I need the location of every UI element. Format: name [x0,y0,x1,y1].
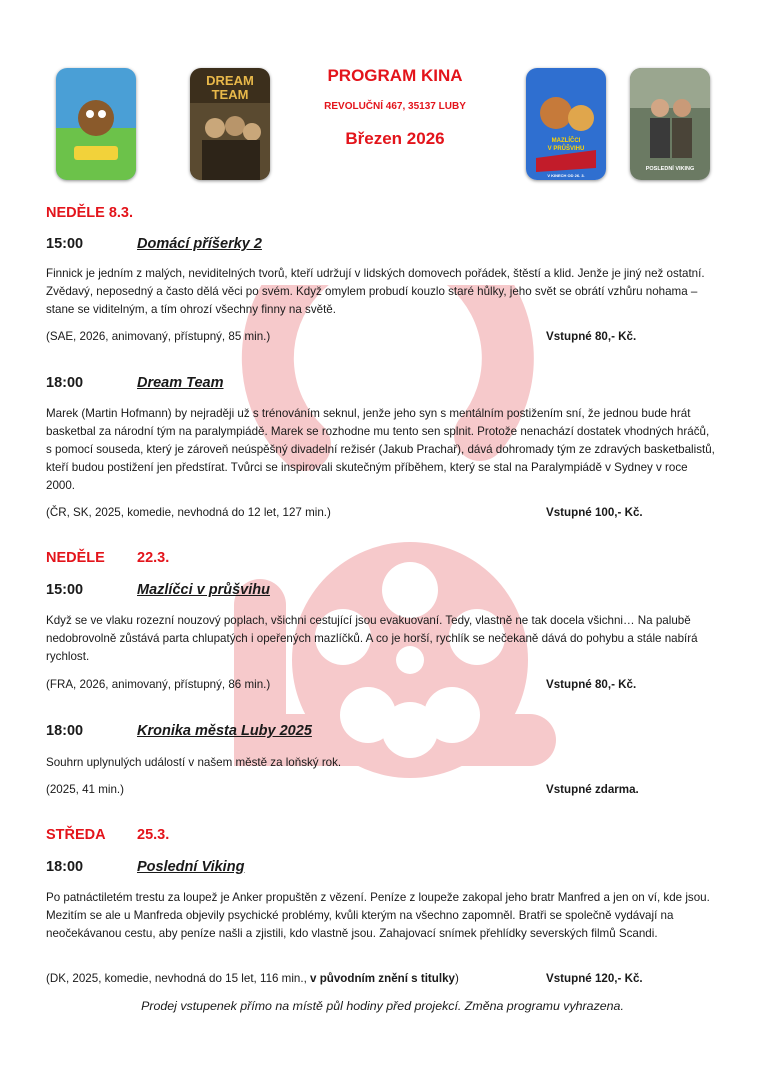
movie-title[interactable]: Kronika města Luby 2025 [137,723,312,739]
movie-time: 18:00 [46,723,84,739]
cinema-address: REVOLUČNÍ 467, 35137 LUBY [324,101,466,112]
day-label: NEDĚLE 8.3. [46,205,134,221]
cinema-logo-watermark [200,285,580,785]
day-date: 22.3. [137,550,170,566]
day-date: 25.3. [137,827,170,843]
movie-info: (ČR, SK, 2025, komedie, nevhodná do 12 let, 127 min.) [46,506,331,519]
movie-info-text: (DK, 2025, komedie, nevhodná do 15 let, 116 min., [46,972,311,985]
day-heading [46,205,133,221]
movie-time: 18:00 [46,859,84,875]
movie-info [46,972,459,985]
movie-price: Vstupné 80,- Kč. [546,330,637,343]
movie-time: 15:00 [46,236,84,252]
poster-dream-team-line-2: TEAM [211,87,249,102]
poster-posledni-viking [630,68,710,180]
movie-description: Finnick je jedním z malých, neviditelných tvorů, kteří udržují v lidských domovech pořádek, štěstí a klid. Jenže je jiný než ostatní. Zvědavý, neposedný a často dělá věci po svém. Když omylem probudí kouzlo staré hůlky, jeho svět se obrátí vzhůru nohama – stane se viditelným, a tím ohrozí všechny finny na světě. [46,267,705,316]
poster-dream-team-line-1: DREAM [206,73,254,88]
movie-description: Když se ve vlaku rozezní nouzový poplach, všichni cestující jsou evakuovaní. Tedy, vlastně ne tak docela všichni… Na palubě nedobrovolně zůstává parta chlupatých i opeřených mazlíčků. A co je horší, rychlík se nečekaně dává do pohybu a stále nabírá rychlost. [46,614,698,663]
movie-description: Po patnáctiletém trestu za loupež je Anker propuštěn z vězení. Peníze z loupeže zakopal jeho bratr Manfred a jen on ví, kde jsou. Mezitím se ale u Manfreda objevily psychické problémy, kvůli kterým na všechno zapomněl. Bratři se společně vydávají na neočekávanou cestu, aby peníze našli a zjistili, kdo vlastně jsou. Zahajovací snímek přehlídky severských filmů Scandi. [46,891,710,940]
poster-dream-team [190,68,270,180]
poster-posledni-viking-title: POSLEDNÍ VIKING [645,166,695,172]
film-reel-icon [200,285,580,785]
day-heading [46,550,170,566]
movie-price: Vstupné 100,- Kč. [546,506,643,519]
poster-mazlicci-line-3: V KINECH OD 26. 3. [547,173,585,178]
movie-title[interactable]: Mazlíčci v průšvihu [137,582,270,598]
program-month: Březen 2026 [345,129,445,148]
movie-info: (2025, 41 min.) [46,783,124,796]
day-label: NEDĚLE [46,550,105,566]
movie-title[interactable]: Poslední Viking [137,859,245,875]
movie-time: 15:00 [46,582,84,598]
movie-description: Marek (Martin Hofmann) by nejraději už s trénováním seknul, jenže jeho syn s mentálním postižením sní, že jednou bude hrát basketbal za národní tým na paralympiádě. Marek se rozhodne mu tento sen splnit. Protože nenachází dostatek vhodných hráčů, s pomocí souseda, který je zároveň neúspěšný divadelní režisér (Jakub Prachař), dává dohromady tým ze zdravých basketbalistů, kteří budou postižení jen předstírat. Tvůrci se inspirovali skutečným příběhem, který se stal na Paralympiádě v Sydney v roce 2000. [46,407,715,492]
movie-title[interactable]: Domácí příšerky 2 [137,236,262,252]
program-title: PROGRAM KINA [327,66,463,85]
movie-title[interactable]: Dream Team [137,375,224,391]
movie-info-end: ) [454,972,459,985]
movie-price: Vstupné 80,- Kč. [546,678,637,691]
movie-price: Vstupné 120,- Kč. [546,972,643,985]
movie-description: Souhrn uplynulých událostí v našem městě za loňský rok. [46,756,342,769]
movie-time: 18:00 [46,375,84,391]
poster-mazlicci [526,68,606,180]
movie-info: (SAE, 2026, animovaný, přístupný, 85 min.) [46,330,271,343]
poster-mazlicci-line-1: MAZLÍČCI [551,138,581,144]
movie-info-subtitles: v původním znění s titulky [310,972,455,985]
movie-price: Vstupné zdarma. [546,783,639,796]
poster-mazlicci-line-2: V PRŮŠVIHU [547,146,585,152]
movie-info: (FRA, 2026, animovaný, přístupný, 86 min.) [46,678,271,691]
footer-note: Prodej vstupenek přímo na místě půl hodiny před projekcí. Změna programu vyhrazena. [141,999,624,1013]
day-heading [46,827,170,843]
poster-domaci-priserky [56,68,136,180]
day-label: STŘEDA [46,827,106,843]
